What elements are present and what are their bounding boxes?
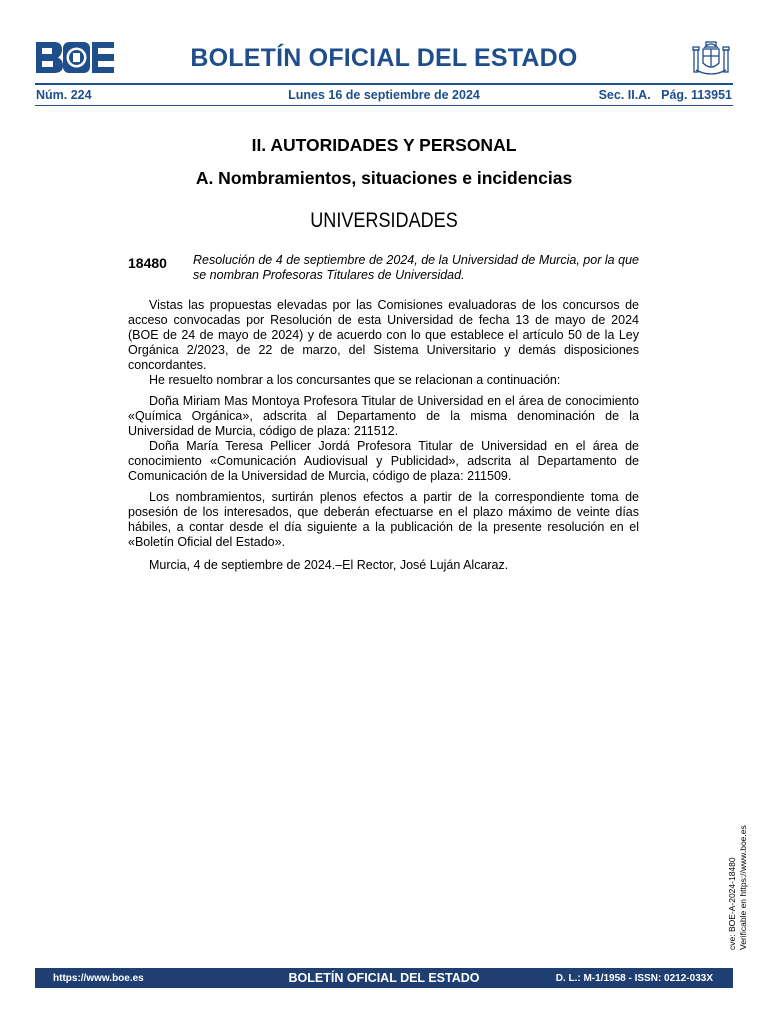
footer-url-link[interactable]: https://www.boe.es xyxy=(53,973,144,984)
paragraph: Vistas las propuestas elevadas por las Comisiones evaluadoras de los concursos de acceso convocadas por Resolución de esta Universidad de fecha 13 de mayo de 2024 (BOE de 24 de mayo de 2024) y de acuerdo con lo que establece el artículo 50 de la Ley Orgánica 2/2023, de 22 de marzo, del Sistema Universitario y demás disposiciones concordantes. xyxy=(128,298,639,372)
section-heading: II. AUTORIDADES Y PERSONAL xyxy=(251,135,517,155)
footer-title: BOLETÍN OFICIAL DEL ESTADO xyxy=(288,971,480,985)
footer-legal: D. L.: M-1/1958 - ISSN: 0212-033X xyxy=(555,973,713,984)
issue-date: Lunes 16 de septiembre de 2024 xyxy=(288,88,480,102)
footer-bar xyxy=(35,968,733,988)
header-rule xyxy=(35,83,733,85)
verification-note xyxy=(727,825,749,950)
issue-number: Núm. 224 xyxy=(36,88,92,102)
paragraph: Doña María Teresa Pellicer Jordá Profesora Titular de Universidad en el área de conocimiento «Comunicación Audiovisual y Publicidad», adscrita al Departamento de Comunicación de la Universidad de Murcia, código de plaza: 211509. xyxy=(128,439,639,483)
subsection-heading: A. Nombramientos, situaciones e incidencias xyxy=(195,168,573,188)
verify-link[interactable]: Verificable en https://www.boe.es xyxy=(738,825,748,950)
document-body xyxy=(128,298,639,573)
signature-line: Murcia, 4 de septiembre de 2024.–El Rector, José Luján Alcaraz. xyxy=(149,558,509,572)
header-rule-bottom xyxy=(35,105,733,106)
document-title: Resolución de 4 de septiembre de 2024, de la Universidad de Murcia, por la que se nombran Profesoras Titulares de Universidad. xyxy=(193,253,639,282)
masthead-title: BOLETÍN OFICIAL DEL ESTADO xyxy=(190,44,578,72)
section-page: Sec. II.A. Pág. 113951 xyxy=(598,88,732,102)
cve-code: cve: BOE-A-2024-18480 xyxy=(727,857,737,950)
document-number: 18480 xyxy=(128,255,167,271)
paragraph: He resuelto nombrar a los concursantes que se relacionan a continuación: xyxy=(149,373,561,387)
paragraph: Doña Miriam Mas Montoya Profesora Titular de Universidad en el área de conocimiento «Química Orgánica», adscrita al Departamento de la misma denominación de la Universidad de Murcia, código de plaza: 211512. xyxy=(128,394,639,438)
organism-heading: UNIVERSIDADES xyxy=(310,209,458,232)
coat-of-arms-icon xyxy=(690,38,732,78)
paragraph: Los nombramientos, surtirán plenos efectos a partir de la correspondiente toma de posesión de los interesados, que deberán efectuarse en el plazo máximo de veinte días hábiles, a contar desde el día siguiente a la publicación de la presente resolución en el «Boletín Oficial del Estado». xyxy=(128,490,639,549)
